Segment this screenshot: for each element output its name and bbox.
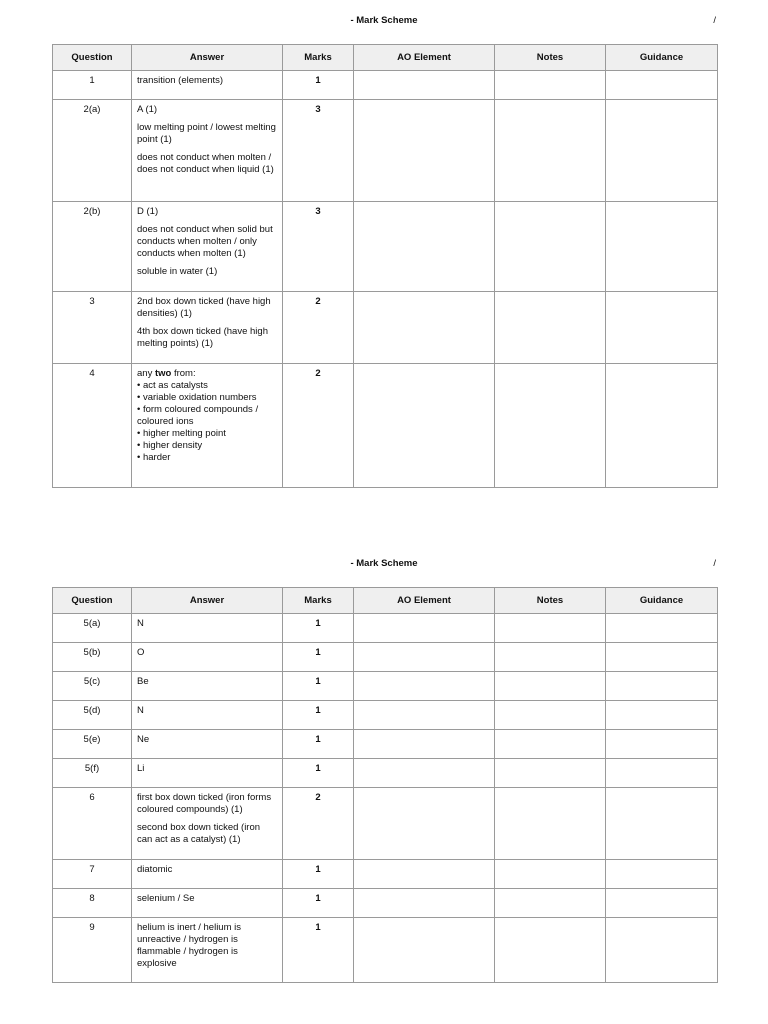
table-row bbox=[53, 889, 718, 918]
table-row bbox=[53, 71, 718, 100]
answer-line: Ne bbox=[137, 734, 150, 745]
guidance-cell bbox=[606, 860, 718, 889]
page-1-header bbox=[52, 15, 716, 29]
guidance-cell bbox=[606, 364, 718, 488]
guidance-cell bbox=[606, 643, 718, 672]
notes-cell bbox=[495, 292, 606, 364]
mark-scheme-table-1 bbox=[52, 44, 718, 488]
question-cell: 3 bbox=[53, 292, 132, 364]
question-cell: 2(a) bbox=[53, 100, 132, 202]
ao-element-cell bbox=[354, 643, 495, 672]
answer-line: A (1) bbox=[137, 104, 158, 115]
col-marks: Marks bbox=[283, 45, 354, 71]
page-1-title: - Mark Scheme bbox=[350, 15, 418, 26]
col-question: Question bbox=[53, 45, 132, 71]
guidance-cell bbox=[606, 759, 718, 788]
question-cell: 5(f) bbox=[53, 759, 132, 788]
answer-cell bbox=[132, 100, 283, 202]
marks-cell: 1 bbox=[283, 860, 354, 889]
notes-cell bbox=[495, 100, 606, 202]
col-guidance: Guidance bbox=[606, 45, 718, 71]
answer-cell bbox=[132, 614, 283, 643]
table-row bbox=[53, 364, 718, 488]
answer-line: N bbox=[137, 705, 144, 716]
marks-cell: 2 bbox=[283, 292, 354, 364]
notes-cell bbox=[495, 759, 606, 788]
question-cell: 7 bbox=[53, 860, 132, 889]
answer-line: Be bbox=[137, 676, 149, 687]
answer-cell bbox=[132, 701, 283, 730]
ao-element-cell bbox=[354, 71, 495, 100]
col-ao-element: AO Element bbox=[354, 45, 495, 71]
guidance-cell bbox=[606, 918, 718, 983]
col-answer: Answer bbox=[132, 45, 283, 71]
guidance-cell bbox=[606, 889, 718, 918]
table-row bbox=[53, 202, 718, 292]
table-row bbox=[53, 643, 718, 672]
answer-line: 4th box down ticked (have high melting points) (1) bbox=[137, 326, 268, 349]
answer-cell bbox=[132, 759, 283, 788]
answer-cell bbox=[132, 918, 283, 983]
answer-cell bbox=[132, 71, 283, 100]
col-ao-element: AO Element bbox=[354, 588, 495, 614]
page-1-header-slash: / bbox=[713, 15, 716, 26]
notes-cell bbox=[495, 889, 606, 918]
question-cell: 9 bbox=[53, 918, 132, 983]
table-row bbox=[53, 614, 718, 643]
answer-cell bbox=[132, 364, 283, 488]
ao-element-cell bbox=[354, 292, 495, 364]
notes-cell bbox=[495, 672, 606, 701]
answer-line: selenium / Se bbox=[137, 893, 195, 904]
list-item: • higher density bbox=[137, 440, 277, 452]
answer-intro-post: from: bbox=[171, 368, 196, 379]
guidance-cell bbox=[606, 292, 718, 364]
question-cell: 6 bbox=[53, 788, 132, 860]
page-2-header bbox=[52, 558, 716, 572]
answer-line: second box down ticked (iron can act as a catalyst) (1) bbox=[137, 822, 261, 845]
ao-element-cell bbox=[354, 730, 495, 759]
ao-element-cell bbox=[354, 364, 495, 488]
ao-element-cell bbox=[354, 100, 495, 202]
ao-element-cell bbox=[354, 202, 495, 292]
notes-cell bbox=[495, 730, 606, 759]
table-row bbox=[53, 918, 718, 983]
col-notes: Notes bbox=[495, 45, 606, 71]
answer-line: Li bbox=[137, 763, 145, 774]
question-cell: 4 bbox=[53, 364, 132, 488]
question-cell: 1 bbox=[53, 71, 132, 100]
notes-cell bbox=[495, 614, 606, 643]
marks-cell: 1 bbox=[283, 643, 354, 672]
answer-line: transition (elements) bbox=[137, 75, 224, 86]
marks-cell: 3 bbox=[283, 100, 354, 202]
table-row bbox=[53, 860, 718, 889]
marks-cell: 1 bbox=[283, 918, 354, 983]
mark-scheme-table-2 bbox=[52, 587, 718, 983]
marks-cell: 1 bbox=[283, 614, 354, 643]
answer-cell bbox=[132, 292, 283, 364]
question-cell: 5(a) bbox=[53, 614, 132, 643]
answer-intro-pre: any bbox=[137, 368, 155, 379]
guidance-cell bbox=[606, 672, 718, 701]
marks-cell: 1 bbox=[283, 71, 354, 100]
table-row bbox=[53, 292, 718, 364]
answer-cell bbox=[132, 202, 283, 292]
marks-cell: 1 bbox=[283, 672, 354, 701]
answer-intro bbox=[137, 368, 277, 380]
page-2-title: - Mark Scheme bbox=[350, 558, 418, 569]
ao-element-cell bbox=[354, 918, 495, 983]
ao-element-cell bbox=[354, 860, 495, 889]
notes-cell bbox=[495, 918, 606, 983]
answer-line: low melting point / lowest melting point (1) bbox=[137, 122, 276, 145]
marks-cell: 2 bbox=[283, 364, 354, 488]
list-item: • harder bbox=[137, 452, 277, 464]
table-row bbox=[53, 759, 718, 788]
answer-line: N bbox=[137, 618, 144, 629]
notes-cell bbox=[495, 860, 606, 889]
ao-element-cell bbox=[354, 701, 495, 730]
marks-cell: 1 bbox=[283, 730, 354, 759]
table-header-row bbox=[53, 45, 718, 71]
question-cell: 5(d) bbox=[53, 701, 132, 730]
ao-element-cell bbox=[354, 614, 495, 643]
guidance-cell bbox=[606, 202, 718, 292]
table-row bbox=[53, 730, 718, 759]
answer-cell bbox=[132, 730, 283, 759]
guidance-cell bbox=[606, 71, 718, 100]
notes-cell bbox=[495, 788, 606, 860]
table-row bbox=[53, 788, 718, 860]
col-marks: Marks bbox=[283, 588, 354, 614]
guidance-cell bbox=[606, 701, 718, 730]
notes-cell bbox=[495, 364, 606, 488]
question-cell: 5(b) bbox=[53, 643, 132, 672]
answer-cell bbox=[132, 643, 283, 672]
answer-line: diatomic bbox=[137, 864, 173, 875]
question-cell: 5(e) bbox=[53, 730, 132, 759]
answer-cell bbox=[132, 672, 283, 701]
answer-cell bbox=[132, 788, 283, 860]
marks-cell: 1 bbox=[283, 701, 354, 730]
marks-cell: 2 bbox=[283, 788, 354, 860]
answer-line: first box down ticked (iron forms coloured compounds) (1) bbox=[137, 792, 272, 815]
col-question: Question bbox=[53, 588, 132, 614]
notes-cell bbox=[495, 701, 606, 730]
guidance-cell bbox=[606, 788, 718, 860]
answer-line: does not conduct when solid but conducts when molten / only conducts when molten (1) bbox=[137, 224, 273, 259]
list-item: • higher melting point bbox=[137, 428, 277, 440]
table-header-row bbox=[53, 588, 718, 614]
question-cell: 2(b) bbox=[53, 202, 132, 292]
answer-line: O bbox=[137, 647, 145, 658]
marks-cell: 1 bbox=[283, 889, 354, 918]
table-row bbox=[53, 100, 718, 202]
answer-intro-bold: two bbox=[154, 368, 172, 379]
ao-element-cell bbox=[354, 672, 495, 701]
col-guidance: Guidance bbox=[606, 588, 718, 614]
answer-cell bbox=[132, 889, 283, 918]
answer-line: helium is inert / helium is unreactive / hydrogen is flammable / hydrogen is explosive bbox=[137, 922, 242, 969]
answer-line: D (1) bbox=[137, 206, 159, 217]
col-notes: Notes bbox=[495, 588, 606, 614]
marks-cell: 1 bbox=[283, 759, 354, 788]
question-cell: 8 bbox=[53, 889, 132, 918]
list-item: • act as catalysts bbox=[137, 380, 277, 392]
guidance-cell bbox=[606, 730, 718, 759]
answer-line: soluble in water (1) bbox=[137, 266, 218, 277]
notes-cell bbox=[495, 643, 606, 672]
list-item: • form coloured compounds / coloured ions bbox=[137, 404, 277, 428]
answer-cell bbox=[132, 860, 283, 889]
ao-element-cell bbox=[354, 759, 495, 788]
answer-line: does not conduct when molten / does not conduct when liquid (1) bbox=[137, 152, 274, 175]
guidance-cell bbox=[606, 614, 718, 643]
ao-element-cell bbox=[354, 889, 495, 918]
table-row bbox=[53, 672, 718, 701]
answer-list bbox=[137, 380, 277, 464]
question-cell: 5(c) bbox=[53, 672, 132, 701]
notes-cell bbox=[495, 202, 606, 292]
marks-cell: 3 bbox=[283, 202, 354, 292]
list-item: • variable oxidation numbers bbox=[137, 392, 277, 404]
table-row bbox=[53, 701, 718, 730]
guidance-cell bbox=[606, 100, 718, 202]
col-answer: Answer bbox=[132, 588, 283, 614]
page-2-header-slash: / bbox=[713, 558, 716, 569]
answer-line: 2nd box down ticked (have high densities) (1) bbox=[137, 296, 271, 319]
notes-cell bbox=[495, 71, 606, 100]
ao-element-cell bbox=[354, 788, 495, 860]
